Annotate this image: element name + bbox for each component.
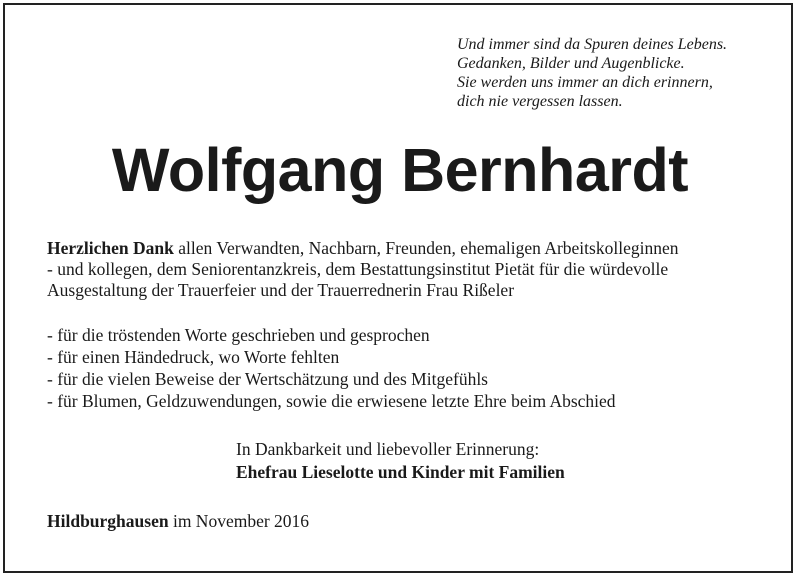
thanks-line-2: - und kollegen, dem Seniorentanzkreis, dem Bestattungsinstitut Pietät für die würdevolle <box>47 259 669 279</box>
poem-line: Gedanken, Bilder und Augenblicke. <box>457 55 685 72</box>
poem-line: Sie werden uns immer an dich erinnern, <box>457 74 713 91</box>
poem-line: dich nie vergessen lassen. <box>457 93 623 110</box>
thanks-line-3: Ausgestaltung der Trauerfeier und der Trauerrednerin Frau Rißeler <box>47 280 515 300</box>
place-date <box>47 510 309 532</box>
closing-line: In Dankbarkeit und liebevoller Erinnerung: <box>236 439 540 459</box>
thanks-list-item: - für die tröstenden Worte geschrieben und gesprochen <box>47 325 430 345</box>
thanks-list-item: - für einen Händedruck, wo Worte fehlten <box>47 347 340 367</box>
closing-block <box>236 438 565 484</box>
place-town: Hildburghausen <box>47 511 169 531</box>
thanks-list-item: - für die vielen Beweise der Wertschätzung und des Mitgefühls <box>47 369 488 389</box>
deceased-name: Wolfgang Bernhardt <box>111 136 689 204</box>
memorial-poem <box>457 35 727 111</box>
thanks-lead: Herzlichen Dank <box>47 238 174 258</box>
poem-line: Und immer sind da Spuren deines Lebens. <box>457 36 728 53</box>
thanks-line-1-text: allen Verwandten, Nachbarn, Freunden, ehemaligen Arbeitskolleginnen <box>173 238 679 258</box>
thanks-line-1 <box>47 238 787 259</box>
thanks-paragraph <box>47 238 787 301</box>
signers: Ehefrau Lieselotte und Kinder mit Familien <box>236 462 565 482</box>
place-date-text: im November 2016 <box>168 511 310 531</box>
thanks-list-item: - für Blumen, Geldzuwendungen, sowie die erwiesene letzte Ehre beim Abschied <box>47 391 616 411</box>
thanks-list <box>47 324 616 412</box>
